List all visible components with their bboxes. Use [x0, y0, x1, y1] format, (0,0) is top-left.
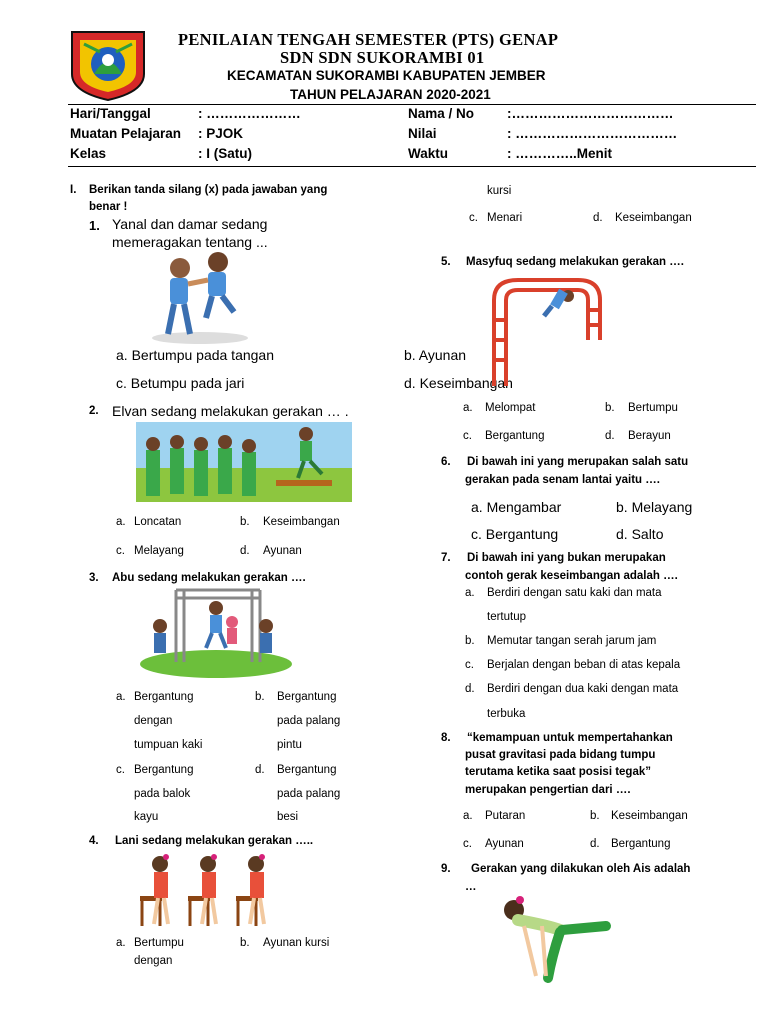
district-line: KECAMATAN SUKORAMBI KABUPATEN JEMBER [227, 68, 546, 83]
q3-option-d-line3[interactable]: besi [277, 811, 299, 823]
q5-text: Masyfuq sedang melakukan gerakan …. [466, 256, 684, 268]
q5-option-c-letter: c. [463, 430, 472, 442]
q5-number: 5. [441, 256, 451, 268]
q4-option-c[interactable]: Menari [487, 212, 523, 224]
q1-option-c[interactable]: c. Betumpu pada jari [116, 375, 245, 391]
q7-number: 7. [441, 552, 451, 564]
q7-option-d-letter: d. [465, 683, 475, 695]
q3-option-b-line3[interactable]: pintu [277, 739, 302, 751]
q5-option-b-letter: b. [605, 402, 615, 414]
q3-option-b-line1[interactable]: Bergantung [277, 691, 337, 703]
q2-option-d[interactable]: Ayunan [263, 545, 302, 557]
q1-option-a[interactable]: a. Bertumpu pada tangan [116, 347, 275, 363]
hari-field[interactable]: : ………………… [198, 106, 301, 121]
q7-option-d-line2[interactable]: terbuka [487, 708, 526, 720]
q9-text-line2: … [465, 881, 477, 893]
q8-text-line2: pusat gravitasi pada bidang tumpu [465, 749, 656, 761]
q7-option-a-line2[interactable]: tertutup [487, 611, 526, 623]
exam-title: PENILAIAN TENGAH SEMESTER (PTS) GENAP [178, 30, 559, 49]
q1-text-line1: Yanal dan damar sedang [112, 216, 268, 232]
q3-number: 3. [89, 572, 99, 584]
q4-option-a-line2[interactable]: dengan [134, 955, 173, 967]
q4-option-d-letter: d. [593, 212, 603, 224]
q1-illustration [150, 248, 250, 344]
q3-option-a-line2[interactable]: dengan [134, 715, 173, 727]
q9-number: 9. [441, 863, 451, 875]
kelas-label: Kelas [70, 146, 107, 161]
muatan-value: : PJOK [198, 126, 244, 141]
q3-option-c-line2[interactable]: pada balok [134, 788, 191, 800]
q8-text-line3: terutama ketika saat posisi tegak” [465, 766, 651, 778]
q7-option-b[interactable]: Memutar tangan serah jarum jam [487, 635, 657, 647]
q2-illustration [136, 422, 352, 502]
q4-option-d[interactable]: Keseimbangan [615, 212, 692, 224]
q7-option-c-letter: c. [465, 659, 474, 671]
q6-option-a[interactable]: a. Mengambar [471, 499, 562, 515]
q6-text-line2: gerakan pada senam lantai yaitu …. [465, 474, 660, 486]
school-year: TAHUN PELAJARAN 2020-2021 [290, 87, 491, 102]
q4-option-c-letter: c. [469, 212, 478, 224]
q9-text-line1: Gerakan yang dilakukan oleh Ais adalah [471, 863, 691, 875]
kelas-value: : I (Satu) [198, 146, 252, 161]
hari-label: Hari/Tanggal [70, 106, 151, 121]
q3-option-d-line1[interactable]: Bergantung [277, 764, 337, 776]
q1-option-b[interactable]: b. Ayunan [404, 347, 467, 363]
q9-illustration [490, 896, 614, 982]
q3-option-a-letter: a. [116, 691, 126, 703]
q8-option-b-letter: b. [590, 810, 600, 822]
q5-option-a[interactable]: Melompat [485, 402, 536, 414]
q6-text-line1: Di bawah ini yang merupakan salah satu [467, 456, 689, 468]
q4-option-b-letter: b. [240, 937, 250, 949]
q7-option-a-line1[interactable]: Berdiri dengan satu kaki dan mata [487, 587, 662, 599]
q7-option-a-letter: a. [465, 587, 475, 599]
q2-option-c[interactable]: Melayang [134, 545, 184, 557]
q3-option-d-letter: d. [255, 764, 265, 776]
q2-option-c-letter: c. [116, 545, 125, 557]
q8-text-line1: “kemampuan untuk mempertahankan [467, 732, 673, 744]
q6-number: 6. [441, 456, 451, 468]
q3-option-d-line2[interactable]: pada palang [277, 788, 341, 800]
q3-text: Abu sedang melakukan gerakan …. [112, 572, 306, 584]
q3-option-a-line3[interactable]: tumpuan kaki [134, 739, 203, 751]
q5-option-b[interactable]: Bertumpu [628, 402, 678, 414]
nilai-label: Nilai [408, 126, 437, 141]
nama-label: Nama / No [408, 106, 475, 121]
q2-option-b[interactable]: Keseimbangan [263, 516, 340, 528]
q5-option-a-letter: a. [463, 402, 473, 414]
q2-text: Elvan sedang melakukan gerakan … . [112, 403, 349, 419]
q4-text: Lani sedang melakukan gerakan ….. [115, 835, 314, 847]
q8-option-c[interactable]: Ayunan [485, 838, 524, 850]
q7-text-line1: Di bawah ini yang bukan merupakan [467, 552, 666, 564]
q1-number: 1. [89, 218, 100, 233]
waktu-label: Waktu [408, 146, 448, 161]
q4-option-b[interactable]: Ayunan kursi [263, 937, 330, 949]
section-roman: I. [70, 184, 77, 196]
q1-text-line2: memeragakan tentang ... [112, 234, 268, 250]
q7-option-d-line1[interactable]: Berdiri dengan dua kaki dengan mata [487, 683, 679, 695]
instruction-line1: Berikan tanda silang (x) pada jawaban yang [89, 184, 328, 196]
q2-number: 2. [89, 405, 99, 417]
nama-field[interactable]: :……………………………… [507, 106, 674, 121]
q2-option-a[interactable]: Loncatan [134, 516, 182, 528]
q2-option-a-letter: a. [116, 516, 126, 528]
q3-illustration [140, 586, 292, 678]
nilai-field[interactable]: : ……………………………… [507, 126, 678, 141]
q3-option-c-line3[interactable]: kayu [134, 811, 159, 823]
jember-regency-logo [70, 30, 146, 102]
q7-option-c[interactable]: Berjalan dengan beban di atas kepala [487, 659, 681, 671]
q1-option-d[interactable]: d. Keseimbangan [404, 375, 513, 391]
q8-option-a[interactable]: Putaran [485, 810, 526, 822]
waktu-field[interactable]: : …………..Menit [507, 146, 612, 161]
q3-option-b-letter: b. [255, 691, 265, 703]
school-name: SDN SDN SUKORAMBI 01 [280, 48, 485, 67]
q8-option-c-letter: c. [463, 838, 472, 850]
instruction-line2: benar ! [89, 201, 128, 213]
q4-option-a-line1[interactable]: Bertumpu [134, 937, 184, 949]
q3-option-c-letter: c. [116, 764, 125, 776]
q6-option-b[interactable]: b. Melayang [616, 499, 693, 515]
q3-option-c-line1[interactable]: Bergantung [134, 764, 194, 776]
q8-option-a-letter: a. [463, 810, 473, 822]
q6-option-d[interactable]: d. Salto [616, 526, 664, 542]
q5-option-d-letter: d. [605, 430, 615, 442]
q8-option-d[interactable]: Bergantung [611, 838, 671, 850]
q5-illustration [488, 270, 610, 388]
q2-option-b-letter: b. [240, 516, 250, 528]
q4-option-a-letter: a. [116, 937, 126, 949]
q5-option-d[interactable]: Berayun [628, 430, 671, 442]
q4-illustration [136, 852, 280, 928]
q7-option-b-letter: b. [465, 635, 475, 647]
q8-number: 8. [441, 732, 451, 744]
q6-option-c[interactable]: c. Bergantung [471, 526, 559, 542]
q3-option-b-line2[interactable]: pada palang [277, 715, 341, 727]
q4-number: 4. [89, 835, 99, 847]
header-divider-bottom [68, 166, 756, 167]
q8-option-b[interactable]: Keseimbangan [611, 810, 688, 822]
q2-option-d-letter: d. [240, 545, 250, 557]
q4-option-a-continuation[interactable]: kursi [487, 185, 512, 197]
q5-option-c[interactable]: Bergantung [485, 430, 545, 442]
q7-text-line2: contoh gerak keseimbangan adalah …. [465, 570, 678, 582]
header-divider-top [68, 104, 756, 105]
q3-option-a-line1[interactable]: Bergantung [134, 691, 194, 703]
q8-option-d-letter: d. [590, 838, 600, 850]
q8-text-line4: merupakan pengertian dari …. [465, 784, 631, 796]
muatan-label: Muatan Pelajaran [70, 126, 182, 141]
